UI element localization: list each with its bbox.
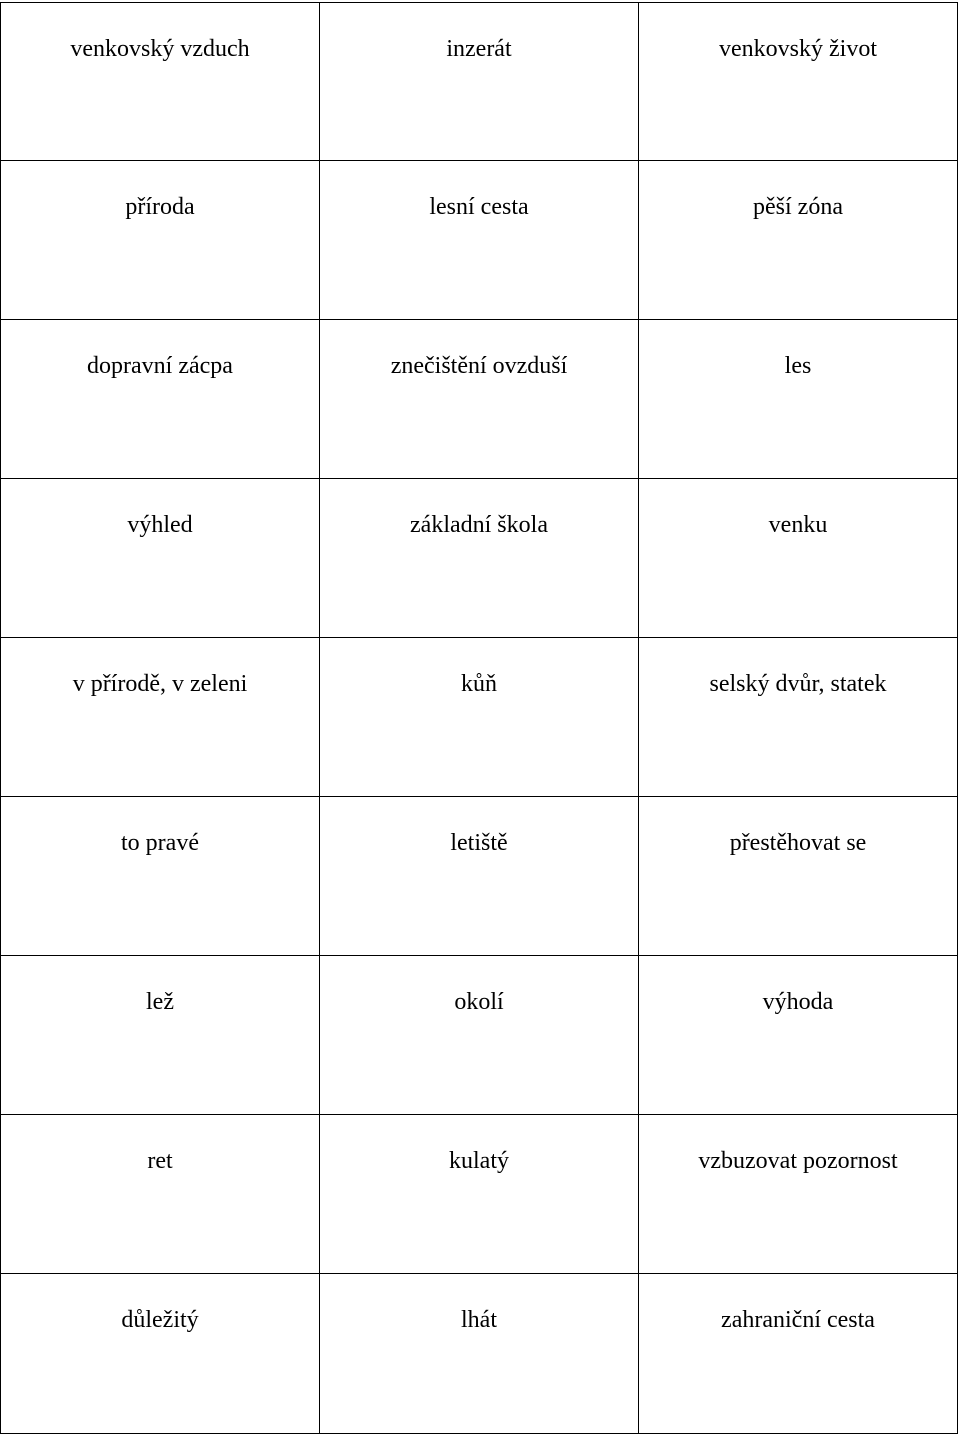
word-card [1,956,320,1115]
word-card [639,638,958,797]
card-row [1,1115,958,1274]
word-card [1,1115,320,1274]
word-card-text: lhát [461,1307,497,1333]
word-card-text: venkovský život [719,36,877,62]
word-card-text: vzbuzovat pozornost [698,1148,898,1174]
word-card [1,161,320,320]
word-card-text: les [784,353,812,379]
word-card [1,1274,320,1434]
word-card-text: základní škola [410,512,548,538]
word-card-text: výhled [127,512,193,538]
word-card-text: venku [768,512,828,538]
word-card [639,1274,958,1434]
word-card [1,479,320,638]
word-card [320,638,639,797]
word-card-text: ret [147,1148,173,1174]
word-card-text: okolí [454,989,504,1015]
word-card-text: kůň [461,671,497,697]
word-card [1,797,320,956]
word-card-text: dopravní zácpa [87,353,233,379]
word-card [639,956,958,1115]
word-card-text: znečištění ovzduší [390,353,568,379]
word-card [320,956,639,1115]
word-card [639,1115,958,1274]
word-card-grid-body [1,3,958,1434]
word-card-text: pěší zóna [753,194,843,220]
card-row [1,3,958,161]
word-card [320,1274,639,1434]
word-card-text: výhoda [762,989,834,1015]
word-card-text: v přírodě, v zeleni [72,671,248,697]
word-card [639,161,958,320]
word-card [639,3,958,161]
word-card [1,3,320,161]
word-card-text: zahraniční cesta [721,1307,875,1333]
word-card-text: příroda [125,194,195,220]
card-row [1,320,958,479]
word-card [1,320,320,479]
word-card [320,1115,639,1274]
card-row [1,638,958,797]
word-card-text: letiště [450,830,508,856]
word-card [1,638,320,797]
word-card [639,797,958,956]
word-card [320,797,639,956]
word-card-text: lesní cesta [429,194,529,220]
word-card [320,320,639,479]
word-card [320,3,639,161]
card-row [1,1274,958,1434]
word-card-grid [0,2,958,1434]
word-card-text: důležitý [121,1307,199,1333]
card-row [1,479,958,638]
word-card [320,479,639,638]
word-card-text: lež [146,989,174,1015]
word-card-text: přestěhovat se [729,830,867,856]
card-row [1,956,958,1115]
word-card [639,320,958,479]
word-card-text: to pravé [121,830,199,856]
word-card-text: selský dvůr, statek [709,671,887,697]
word-card-text: kulatý [449,1148,509,1174]
card-row [1,797,958,956]
word-card [320,161,639,320]
word-card [639,479,958,638]
card-row [1,161,958,320]
word-card-text: venkovský vzduch [70,36,250,62]
word-card-text: inzerát [446,36,512,62]
